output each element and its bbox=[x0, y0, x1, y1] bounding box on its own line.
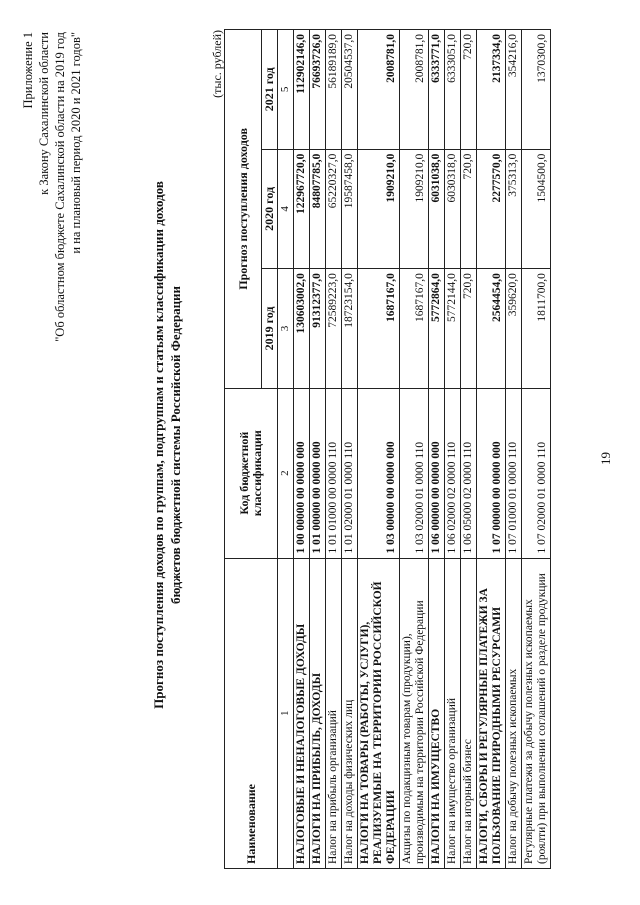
table-row bbox=[461, 30, 477, 869]
row-value-2019: 720,0 bbox=[461, 269, 477, 389]
row-value-2019: 18723154,0 bbox=[342, 269, 358, 389]
row-name: Акцизы по подакцизным товарам (продукции), производимым на территории Российской Федерации bbox=[400, 558, 429, 868]
row-value-2020: 1909210,0 bbox=[358, 149, 400, 269]
index-cell: 3 bbox=[278, 269, 294, 389]
table-row bbox=[477, 30, 506, 869]
column-index-row bbox=[278, 30, 294, 869]
row-name: НАЛОГОВЫЕ И НЕНАЛОГОВЫЕ ДОХОДЫ bbox=[294, 558, 310, 868]
row-value-2021: 1370300,0 bbox=[522, 30, 551, 150]
row-value-2020: 6031038,0 bbox=[429, 149, 445, 269]
header-code: Код бюджетной классификации bbox=[225, 388, 278, 558]
index-cell: 2 bbox=[278, 388, 294, 558]
row-name: Налог на имущество организаций bbox=[445, 558, 461, 868]
row-value-2020: 65220327,0 bbox=[326, 149, 342, 269]
row-value-2019: 1687167,0 bbox=[400, 269, 429, 389]
document-title bbox=[150, 125, 184, 765]
row-code: 1 06 05000 02 0000 110 bbox=[461, 388, 477, 558]
index-cell: 5 bbox=[278, 30, 294, 150]
row-value-2019: 72589223,0 bbox=[326, 269, 342, 389]
row-code: 1 01 01000 00 0000 110 bbox=[326, 388, 342, 558]
row-value-2021: 6333051,0 bbox=[445, 30, 461, 150]
index-cell: 4 bbox=[278, 149, 294, 269]
table-row bbox=[310, 30, 326, 869]
row-code: 1 03 00000 00 0000 000 bbox=[358, 388, 400, 558]
table-row bbox=[326, 30, 342, 869]
row-value-2021: 2008781,0 bbox=[400, 30, 429, 150]
revenue-forecast-table bbox=[224, 29, 551, 869]
row-value-2020: 19587458,0 bbox=[342, 149, 358, 269]
row-value-2021: 56189189,0 bbox=[326, 30, 342, 150]
appendix-header bbox=[20, 32, 84, 552]
row-value-2021: 76693726,0 bbox=[310, 30, 326, 150]
row-value-2019: 5772864,0 bbox=[429, 269, 445, 389]
row-value-2021: 2008781,0 bbox=[358, 30, 400, 150]
row-code: 1 06 00000 00 0000 000 bbox=[429, 388, 445, 558]
header-name: Наименование bbox=[225, 558, 278, 868]
row-name: Налог на игорный бизнес bbox=[461, 558, 477, 868]
row-value-2021: 20504537,0 bbox=[342, 30, 358, 150]
row-value-2020: 2277570,0 bbox=[477, 149, 506, 269]
appendix-line-3: "Об областном бюджете Сахалинской области на 2019 год bbox=[53, 32, 67, 342]
table-row bbox=[294, 30, 310, 869]
row-value-2020: 122967720,0 bbox=[294, 149, 310, 269]
row-name: НАЛОГИ НА ТОВАРЫ (РАБОТЫ, УСЛУГИ), РЕАЛИЗУЕМЫЕ НА ТЕРРИТОРИИ РОССИЙСКОЙ ФЕДЕРАЦИИ bbox=[358, 558, 400, 868]
table-row bbox=[358, 30, 400, 869]
table-row bbox=[522, 30, 551, 869]
row-value-2019: 1687167,0 bbox=[358, 269, 400, 389]
row-name: Налог на прибыль организаций bbox=[326, 558, 342, 868]
table-row bbox=[400, 30, 429, 869]
row-name: НАЛОГИ НА ИМУЩЕСТВО bbox=[429, 558, 445, 868]
row-name: НАЛОГИ, СБОРЫ И РЕГУЛЯРНЫЕ ПЛАТЕЖИ ЗА ПОЛЬЗОВАНИЕ ПРИРОДНЫМИ РЕСУРСАМИ bbox=[477, 558, 506, 868]
row-value-2019: 359620,0 bbox=[506, 269, 522, 389]
row-value-2019: 2564454,0 bbox=[477, 269, 506, 389]
row-name: Налог на доходы физических лиц bbox=[342, 558, 358, 868]
table-row bbox=[506, 30, 522, 869]
table-row bbox=[342, 30, 358, 869]
header-2020: 2020 год bbox=[262, 149, 278, 269]
row-value-2020: 375313,0 bbox=[506, 149, 522, 269]
appendix-line-4: и на плановый период 2020 и 2021 годов" bbox=[69, 32, 83, 254]
row-value-2020: 1504500,0 bbox=[522, 149, 551, 269]
index-cell: 1 bbox=[278, 558, 294, 868]
row-code: 1 07 02000 01 0000 110 bbox=[522, 388, 551, 558]
row-value-2019: 1811700,0 bbox=[522, 269, 551, 389]
row-value-2021: 2137334,0 bbox=[477, 30, 506, 150]
row-value-2020: 1909210,0 bbox=[400, 149, 429, 269]
page-number: 19 bbox=[598, 452, 613, 465]
row-value-2019: 130603002,0 bbox=[294, 269, 310, 389]
row-name: Регулярные платежи за добычу полезных ископаемых (роялти) при выполнении соглашений о разделе продукции bbox=[522, 558, 551, 868]
units-label: (тыс. рублей) bbox=[210, 30, 224, 98]
header-2021: 2021 год bbox=[262, 30, 278, 150]
row-value-2021: 720,0 bbox=[461, 30, 477, 150]
table-row bbox=[429, 30, 445, 869]
row-code: 1 00 00000 00 0000 000 bbox=[294, 388, 310, 558]
row-name: НАЛОГИ НА ПРИБЫЛЬ, ДОХОДЫ bbox=[310, 558, 326, 868]
row-code: 1 07 00000 00 0000 000 bbox=[477, 388, 506, 558]
row-value-2019: 91312377,0 bbox=[310, 269, 326, 389]
row-name: Налог на добычу полезных ископаемых bbox=[506, 558, 522, 868]
title-line-1: Прогноз поступления доходов по группам, подгруппам и статьям классификации доходов bbox=[151, 181, 166, 709]
header-2019: 2019 год bbox=[262, 269, 278, 389]
row-code: 1 03 02000 01 0000 110 bbox=[400, 388, 429, 558]
appendix-line-2: к Закону Сахалинской области bbox=[37, 32, 51, 195]
row-value-2021: 354216,0 bbox=[506, 30, 522, 150]
row-value-2019: 5772144,0 bbox=[445, 269, 461, 389]
row-value-2020: 6030318,0 bbox=[445, 149, 461, 269]
row-value-2021: 112902146,0 bbox=[294, 30, 310, 150]
header-forecast: Прогноз поступления доходов bbox=[225, 30, 262, 389]
row-code: 1 07 01000 01 0000 110 bbox=[506, 388, 522, 558]
row-value-2021: 6333771,0 bbox=[429, 30, 445, 150]
row-code: 1 01 02000 01 0000 110 bbox=[342, 388, 358, 558]
row-value-2020: 84807785,0 bbox=[310, 149, 326, 269]
table-row bbox=[445, 30, 461, 869]
appendix-line-1: Приложение 1 bbox=[21, 32, 35, 109]
row-code: 1 06 02000 02 0000 110 bbox=[445, 388, 461, 558]
row-code: 1 01 00000 00 0000 000 bbox=[310, 388, 326, 558]
row-value-2020: 720,0 bbox=[461, 149, 477, 269]
title-line-2: бюджетов бюджетной системы Российской Федерации bbox=[168, 285, 183, 605]
